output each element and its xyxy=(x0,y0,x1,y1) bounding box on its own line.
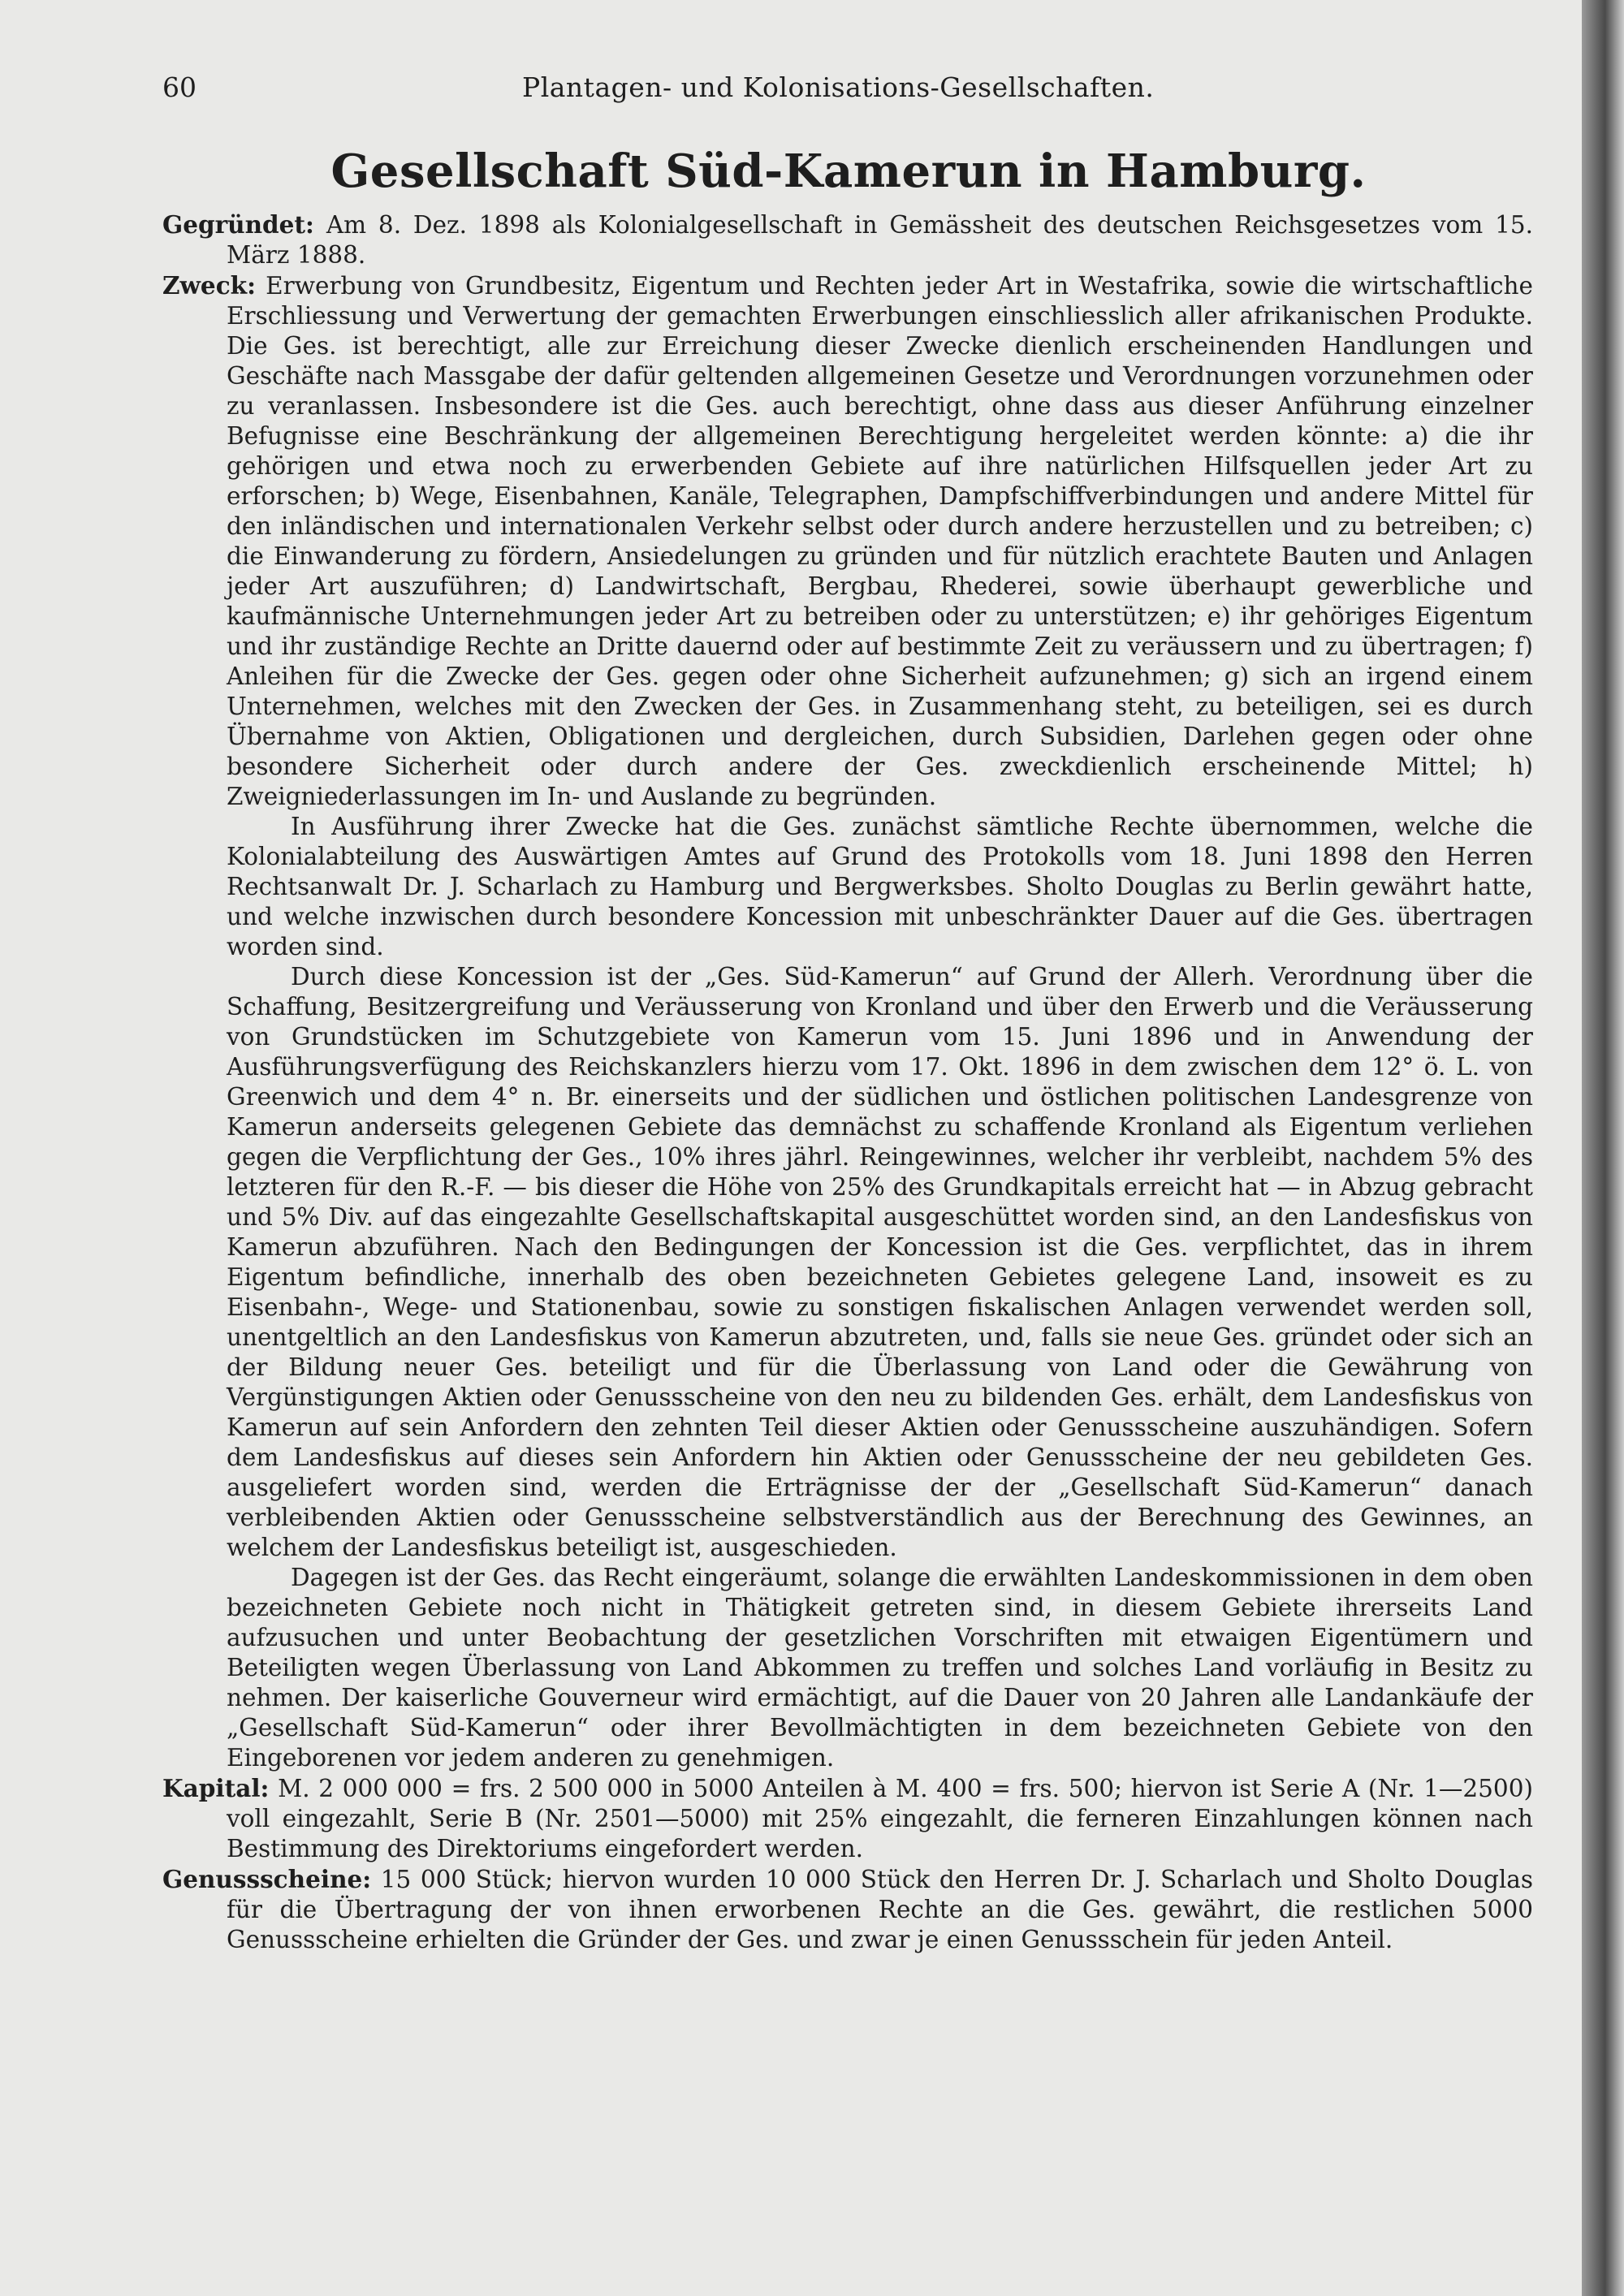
paragraph-koncession: Durch diese Koncession ist der „Ges. Süd-Kamerun“ auf Grund der Allerh. Verordnung über die Schaffung, Besitzergreifung und Veräusserung von Kronland und über den Erwerb und die Veräusserung von Grundstücken im Schutzgebiete von Kamerun vom 15. Juni 1896 und in Anwendung der Ausführungsverfügung des Reichskanzlers hierzu vom 17. Okt. 1896 in dem zwischen dem 12° ö. L. von Greenwich und dem 4° n. Br. einerseits und der südlichen und östlichen politischen Landesgrenze von Kamerun anderseits gelegenen Gebiete das demnächst zu schaffende Kronland als Eigentum verliehen gegen die Verpflichtung der Ges., 10% ihres jährl. Reingewinnes, welcher ihr verbleibt, nachdem 5% des letzteren für den R.-F. — bis dieser die Höhe von 25% des Grundkapitals erreicht hat — in Abzug gebracht und 5% Div. auf das eingezahlte Gesellschaftskapital ausgeschüttet worden sind, an den Landesfiskus von Kamerun abzuführen. Nach den Bedingungen der Koncession ist die Ges. verpflichtet, das in ihrem Eigentum befindliche, innerhalb des oben bezeichneten Gebietes gelegene Land, insoweit es zu Eisenbahn-, Wege- und Stationenbau, sowie zu sonstigen fiskalischen Anlagen verwendet werden soll, unentgeltlich an den Landesfiskus von Kamerun abzutreten, und, falls sie neue Ges. gründet oder sich an der Bildung neuer Ges. beteiligt und für die Überlassung von Land oder die Gewährung von Vergünstigungen Aktien oder Genussscheine von den neu zu bildenden Ges. erhält, dem Landesfiskus von Kamerun auf sein Anfordern den zehnten Teil dieser Aktien oder Genussscheine auszuhändigen. Sofern dem Landesfiskus auf dieses sein Anfordern hin Aktien oder Genussscheine der neu gebildeten Ges. ausgeliefert worden sind, werden die Erträgnisse der der „Gesellschaft Süd-Kamerun“ danach verbleibenden Aktien oder Genussscheine selbstverständlich aus der Berechnung des Gewinnes, an welchem der Landesfiskus beteiligt ist, ausgeschieden. xyxy=(227,963,1533,1561)
text-kapital: M. 2 000 000 = frs. 2 500 000 in 5000 Anteilen à M. 400 = frs. 500; hiervon ist Serie A (Nr. 1—2500) voll eingezahlt, Serie B (Nr. 2501—5000) mit 25% eingezahlt, die ferneren Einzahlungen können nach Bestimmung des Direktoriums eingefordert werden. xyxy=(227,1775,1533,1862)
page-title: Gesellschaft Süd-Kamerun in Hamburg. xyxy=(330,145,1367,198)
label-genussscheine: Genussscheine: xyxy=(162,1865,372,1893)
paragraph-dagegen: Dagegen ist der Ges. das Recht eingeräumt, solange die erwählten Landeskommissionen in dem oben bezeichneten Gebiete noch nicht in Thätigkeit getreten sind, in diesem Gebiete ihrerseits Land aufzusuchen und unter Beobachtung der gesetzlichen Vorschriften mit etwaigen Eigentümern und Beteiligten wegen Überlassung von Land Abkommen zu treffen und solches Land vorläufig in Besitz zu nehmen. Der kaiserliche Gouverneur wird ermächtigt, auf die Dauer von 20 Jahren alle Landankäufe der „Gesellschaft Süd-Kamerun“ oder ihrer Bevollmächtigten in dem bezeichneten Gebiete von den Eingeborenen vor jedem anderen zu genehmigen. xyxy=(227,1564,1533,1772)
entry-genussscheine xyxy=(162,1864,1533,1955)
entry-kapital xyxy=(162,1773,1533,1864)
running-head xyxy=(162,71,1535,107)
zweck-continuation xyxy=(162,812,1533,1773)
entry-gegruendet xyxy=(162,209,1533,270)
entry-zweck xyxy=(162,270,1533,812)
paragraph-ausfuehrung: In Ausführung ihrer Zwecke hat die Ges. zunächst sämtliche Rechte übernommen, welche die Kolonialabteilung des Auswärtigen Amtes auf Grund des Protokolls vom 18. Juni 1898 den Herren Rechtsanwalt Dr. J. Scharlach zu Hamburg und Bergwerksbes. Sholto Douglas zu Berlin gewährt hatte, und welche inzwischen durch besondere Koncession mit unbeschränkter Dauer auf die Ges. übertragen worden sind. xyxy=(227,813,1533,960)
text-genussscheine: 15 000 Stück; hiervon wurden 10 000 Stück den Herren Dr. J. Scharlach und Sholto Douglas für die Übertragung der von ihnen erworbenen Rechte an die Ges. gewährt, die restlichen 5000 Genussscheine erhielten die Gründer der Ges. und zwar je einen Genussschein für jeden Anteil. xyxy=(227,1866,1533,1953)
text-zweck: Erwerbung von Grundbesitz, Eigentum und Rechten jeder Art in Westafrika, sowie die wirtschaftliche Erschliessung und Verwertung der gemachten Erwerbungen einschliesslich aller afrikanischen Produkte. Die Ges. ist berechtigt, alle zur Erreichung dieser Zwecke dienlich erscheinenden Handlungen und Geschäfte nach Massgabe der dafür geltenden allgemeinen Gesetze und Verordnungen vorzunehmen oder zu veranlassen. Insbesondere ist die Ges. auch berechtigt, ohne dass aus dieser Anführung einzelner Befugnisse eine Beschränkung der allgemeinen Berechtigung hergeleitet werden könnte: a) die ihr gehörigen und etwa noch zu erwerbenden Gebiete auf ihre natürlichen Hilfsquellen jeder Art zu erforschen; b) Wege, Eisenbahnen, Kanäle, Telegraphen, Dampfschiffverbindungen und andere Mittel für den inländischen und internationalen Verkehr selbst oder durch andere herzustellen und zu betreiben; c) die Einwanderung zu fördern, Ansiedelungen zu gründen und für nützlich erachtete Bauten und Anlagen jeder Art auszuführen; d) Landwirtschaft, Bergbau, Rhederei, sowie überhaupt gewerbliche und kaufmännische Unternehmungen jeder Art zu betreiben oder zu unterstützen; e) ihr gehöriges Eigentum und ihr zuständige Rechte an Dritte dauernd oder auf bestimmte Zeit zu veräussern und zu übertragen; f) Anleihen für die Zwecke der Ges. gegen oder ohne Sicherheit aufzunehmen; g) sich an irgend einem Unternehmen, welches mit den Zwecken der Ges. in Zusammenhang steht, zu beteiligen, sei es durch Übernahme von Aktien, Obligationen und dergleichen, durch Subsidien, Darlehen gegen oder ohne besondere Sicherheit oder durch andere der Ges. zweckdienlich erscheinende Mittel; h) Zweigniederlassungen im In- und Auslande zu begründen. xyxy=(227,272,1533,810)
page-edge-shadow xyxy=(1582,0,1624,2296)
document-body xyxy=(162,209,1533,1955)
page-number: 60 xyxy=(162,71,197,103)
label-kapital: Kapital: xyxy=(162,1774,270,1802)
section-header: Plantagen- und Kolonisations-Gesellschaften. xyxy=(522,71,1155,103)
label-zweck: Zweck: xyxy=(162,271,256,300)
label-gegruendet: Gegründet: xyxy=(162,210,314,239)
text-gegruendet: Am 8. Dez. 1898 als Kolonialgesellschaft in Gemässheit des deutschen Reichsgesetzes vom 15. März 1888. xyxy=(227,211,1533,269)
